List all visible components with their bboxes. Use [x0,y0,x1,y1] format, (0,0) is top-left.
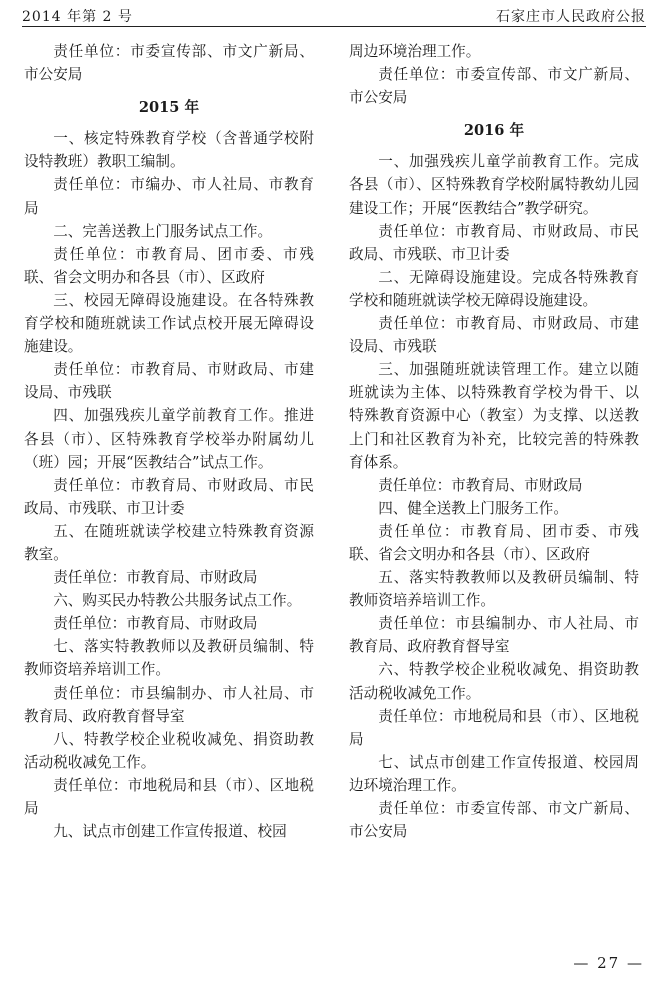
paragraph: 责任单位：市教育局、市财政局 [53,569,258,587]
paragraph: 一、加强残疾儿童学前教育工作。完成各县（市）、区特殊教育学校附属特教幼儿园建设工作；开展“医教结合”教学研究。 [349,153,639,217]
paragraph: 责任单位：市教育局、市财政局 [378,476,583,494]
paragraph: 责任单位：市委宣传部、市文广新局、市公安局 [24,43,314,84]
page-header [22,0,646,28]
publication-title: 石家庄市人民政府公报 [496,9,646,25]
paragraph: 责任单位：市委宣传部、市文广新局、市公安局 [349,800,639,841]
paragraph: 责任单位：市教育局、团市委、市残联、省会文明办和各县（市）、区政府 [349,522,639,563]
paragraph: 责任单位：市地税局和县（市）、区地税局 [349,707,639,748]
paragraph: 四、健全送教上门服务工作。 [378,499,568,517]
paragraph: 三、加强随班就读管理工作。建立以随班就读为主体、以特殊教育学校为骨干、以特殊教育资源中心（教室）为支撑、以送教上门和社区教育为补充，比较完善的特殊教育体系。 [349,361,639,471]
header-rule [22,26,646,27]
paragraph: 责任单位：市编办、市人社局、市教育局 [24,176,314,217]
paragraph: 二、完善送教上门服务试点工作。 [53,222,273,240]
paragraph: 一、核定特殊教育学校（含普通学校附设特教班）教职工编制。 [24,130,314,171]
paragraph: 八、特教学校企业税收减免、捐资助教活动税收减免工作。 [24,730,314,771]
paragraph: 责任单位：市教育局、市财政局 [53,615,258,633]
paragraph: 五、在随班就读学校建立特殊教育资源教室。 [24,522,314,563]
paragraph: 六、购买民办特教公共服务试点工作。 [53,592,302,610]
page-number: — 27 — [573,954,644,972]
paragraph: 七、试点市创建工作宣传报道、校园周边环境治理工作。 [349,753,639,794]
paragraph: 责任单位：市地税局和县（市）、区地税局 [24,776,314,817]
paragraph: 责任单位：市教育局、团市委、市残联、省会文明办和各县（市）、区政府 [24,245,314,286]
paragraph: 责任单位：市县编制办、市人社局、市教育局、政府教育督导室 [24,684,314,725]
paragraph: 七、落实特教教师以及教研员编制、特教师资培养培训工作。 [24,638,314,679]
paragraph: 责任单位：市教育局、市财政局、市民政局、市残联、市卫计委 [349,222,639,263]
year-heading: 2015 年 [138,99,200,117]
paragraph: 九、试点市创建工作宣传报道、校园 [53,823,287,841]
paragraph: 责任单位：市教育局、市财政局、市建设局、市残联 [24,361,314,402]
left-column [24,40,314,843]
paragraph: 五、落实特教教师以及教研员编制、特教师资培养培训工作。 [349,569,639,610]
paragraph: 周边环境治理工作。 [349,43,481,60]
paragraph: 责任单位：市教育局、市财政局、市建设局、市残联 [349,315,639,356]
paragraph: 二、无障碍设施建设。完成各特殊教育学校和随班就读学校无障碍设施建设。 [349,268,639,309]
paragraph: 三、校园无障碍设施建设。在各特殊教育学校和随班就读工作试点校开展无障碍设施建设。 [24,291,314,356]
right-column [349,40,639,843]
year-heading: 2016 年 [463,122,525,140]
paragraph: 责任单位：市委宣传部、市文广新局、市公安局 [349,66,639,107]
issue-label: 2014 年第 2 号 [22,9,133,25]
paragraph: 责任单位：市教育局、市财政局、市民政局、市残联、市卫计委 [24,476,314,517]
paragraph: 责任单位：市县编制办、市人社局、市教育局、政府教育督导室 [349,615,639,656]
paragraph: 六、特教学校企业税收减免、捐资助教活动税收减免工作。 [349,661,639,702]
paragraph: 四、加强残疾儿童学前教育工作。推进各县（市）、区特殊教育学校举办附属幼儿（班）园；开展“医教结合”试点工作。 [24,407,314,471]
